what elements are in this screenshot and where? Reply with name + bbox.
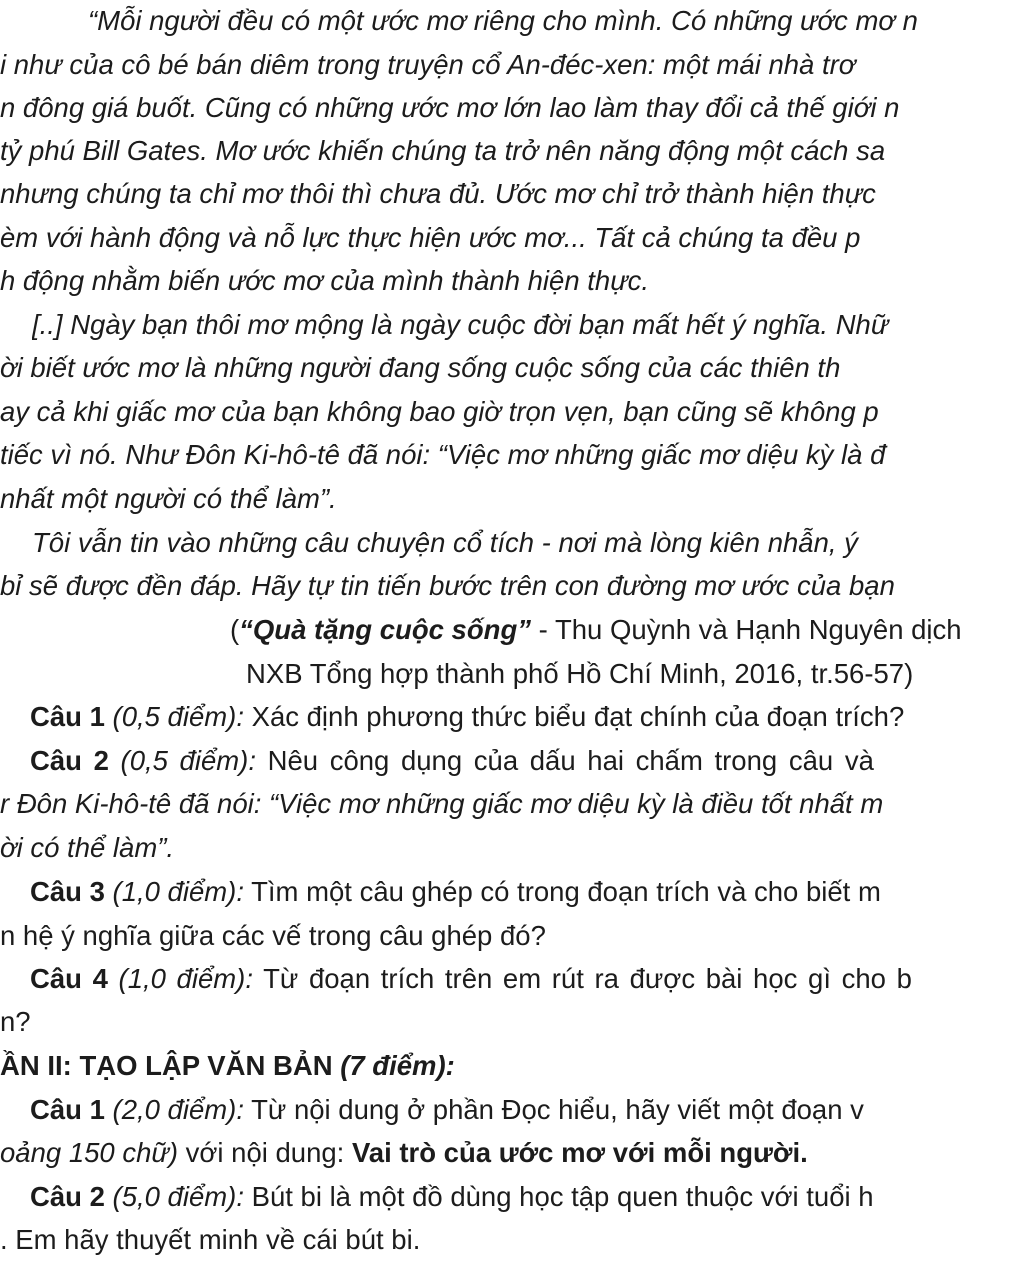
question-text: Tìm một câu ghép có trong đoạn trích và cho biết m bbox=[243, 876, 881, 907]
question-label: Câu 3 bbox=[30, 876, 105, 907]
passage-line: tiếc vì nó. Như Đôn Ki-hô-tê đã nói: “Việc mơ những giấc mơ diệu kỳ là đ bbox=[0, 439, 886, 470]
passage-line: ời biết ước mơ là những người đang sống cuộc sống của các thiên th bbox=[0, 352, 841, 383]
question-label: Câu 1 bbox=[30, 701, 105, 732]
passage-line: i như của cô bé bán diêm trong truyện cổ An-đéc-xen: một mái nhà trơ bbox=[0, 49, 856, 80]
passage-line: nhất một người có thể làm”. bbox=[0, 483, 337, 514]
question-points: (1,0 điểm): bbox=[107, 963, 253, 994]
passage-line: nhưng chúng ta chỉ mơ thôi thì chưa đủ. Ước mơ chỉ trở thành hiện thực bbox=[0, 178, 876, 209]
question-text-cont: ời có thể làm”. bbox=[0, 832, 175, 863]
citation-paren: ( bbox=[230, 614, 240, 645]
question-text: Xác định phương thức biểu đạt chính của đoạn trích? bbox=[243, 701, 905, 732]
passage-line: Tôi vẫn tin vào những câu chuyện cổ tích - nơi mà lòng kiên nhẫn, ý bbox=[32, 527, 858, 558]
question-text: Từ nội dung ở phần Đọc hiểu, hãy viết một đoạn v bbox=[243, 1094, 864, 1125]
question-text: Bút bi là một đồ dùng học tập quen thuộc với tuổi h bbox=[243, 1181, 874, 1212]
question-points: (1,0 điểm): bbox=[104, 876, 244, 907]
question-points: (0,5 điểm): bbox=[104, 701, 244, 732]
question-points: (2,0 điểm): bbox=[104, 1094, 244, 1125]
question-text: Nêu công dụng của dấu hai chấm trong câu và bbox=[255, 745, 874, 776]
word-limit: oảng 150 chữ) bbox=[0, 1137, 178, 1168]
source-publisher: NXB Tổng hợp thành phố Hồ Chí Minh, 2016, tr.56-57) bbox=[246, 658, 914, 689]
passage-line: ay cả khi giấc mơ của bạn không bao giờ trọn vẹn, bạn cũng sẽ không p bbox=[0, 396, 879, 427]
question-text-cont: r Đôn Ki-hô-tê đã nói: “Việc mơ những giấc mơ diệu kỳ là điều tốt nhất m bbox=[0, 788, 884, 819]
question-label: Câu 4 bbox=[30, 963, 108, 994]
passage-line: h động nhằm biến ước mơ của mình thành hiện thực. bbox=[0, 265, 650, 296]
question-text: Từ đoạn trích trên em rút ra được bài học gì cho b bbox=[252, 963, 912, 994]
section-heading: ẦN II: TẠO LẬP VĂN BẢN bbox=[0, 1050, 341, 1081]
passage-line: tỷ phú Bill Gates. Mơ ước khiến chúng ta trở nên năng động một cách sa bbox=[0, 135, 886, 166]
section-points: (7 điểm): bbox=[340, 1050, 455, 1081]
question-text-cont: n hệ ý nghĩa giữa các vế trong câu ghép đó? bbox=[0, 920, 546, 951]
passage-line: [..] Ngày bạn thôi mơ mộng là ngày cuộc đời bạn mất hết ý nghĩa. Nhữ bbox=[32, 309, 889, 340]
question-text-cont: n? bbox=[0, 1006, 31, 1037]
question-label: Câu 2 bbox=[30, 745, 109, 776]
question-points: (0,5 điểm): bbox=[108, 745, 256, 776]
question-points: (5,0 điểm): bbox=[104, 1181, 244, 1212]
passage-line: “Mỗi người đều có một ước mơ riêng cho mình. Có những ước mơ n bbox=[88, 5, 918, 36]
essay-topic: Vai trò của ước mơ với mỗi người. bbox=[351, 1137, 808, 1168]
passage-line: n đông giá buốt. Cũng có những ước mơ lớn lao làm thay đổi cả thế giới n bbox=[0, 92, 900, 123]
question-text-cont: với nội dung: bbox=[177, 1137, 352, 1168]
question-label: Câu 1 bbox=[30, 1094, 105, 1125]
source-translators: - Thu Quỳnh và Hạnh Nguyên dịch bbox=[531, 614, 962, 645]
question-text-cont: . Em hãy thuyết minh về cái bút bi. bbox=[0, 1224, 421, 1255]
passage-line: èm với hành động và nỗ lực thực hiện ước mơ... Tất cả chúng ta đều p bbox=[0, 222, 861, 253]
question-label: Câu 2 bbox=[30, 1181, 105, 1212]
source-title: “Quà tặng cuộc sống” bbox=[239, 614, 531, 645]
passage-line: bỉ sẽ được đền đáp. Hãy tự tin tiến bước trên con đường mơ ước của bạn bbox=[0, 570, 895, 601]
